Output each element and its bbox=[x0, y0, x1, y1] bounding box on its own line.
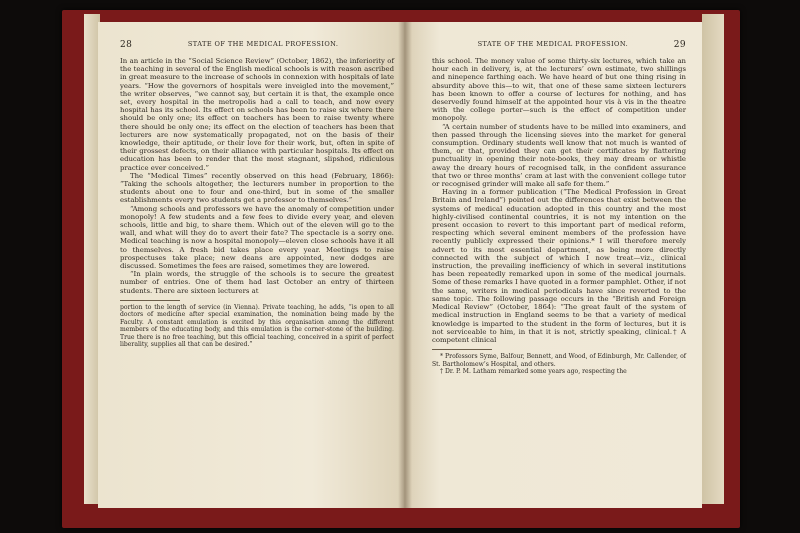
right-page-number: 29 bbox=[673, 40, 686, 50]
right-page-body bbox=[432, 57, 686, 344]
footnote-rule bbox=[432, 349, 492, 350]
footnote: * Professors Syme, Balfour, Bennett, and Wood, of Edinburgh, Mr. Callender, of St. Bartholomew’s Hospital, and others. bbox=[432, 353, 686, 368]
book-gutter bbox=[398, 22, 412, 508]
left-page-number: 28 bbox=[120, 40, 133, 50]
paragraph: In an article in the “Social Science Review” (October, 1862), the inferiority of the teaching in several of the English medical schools is with reason ascribed in great measure to the increase of schools in connexion with hospitals of late years. “How the governors of hospitals were inveigled into the movement,” the writer observes, “we cannot say, but certain it is that, the example once set, every hospital in the metropolis had a call to teach, and now every hospital has its school. Its effect on schools has been to raise six where there should be only one; its effect on teachers has been to raise twenty where there should be only one; its effect on the election of teachers has been that lecturers are now systematically propagated, not on the basis of their knowledge, their aptitude, or their love for their work, but, often in spite of their grossest defects, on their alliance with particular hospitals. Its effect on education has been to render that the most stagnant, slipshod, ridiculous practice ever conceived.” bbox=[120, 57, 394, 172]
footnote: portion to the length of service (in Vienna). Private teaching, he adds, “is open to all doctors of medicine after special examination, the nomination being made by the Faculty. A constant emulation is excited by this organisation among the different members of the educating body, and this emulation is the corner-stone of the building. True there is no free teaching, but this official teaching, conceived in a spirit of perfect liberality, supplies all that can be desired.” bbox=[120, 303, 394, 348]
left-page bbox=[98, 22, 404, 508]
left-page-body bbox=[120, 57, 394, 295]
left-running-head bbox=[120, 40, 394, 50]
paragraph: Having in a former publication (“The Medical Profession in Great Britain and Ireland”) pointed out the differences that exist between the systems of medical education adopted in this country and the most highly-civilised continental countries, it is not my intention on the present occasion to revert to this important part of medical reform, respecting which several eminent members of the profession have recently publicly expressed their opinions.* I will therefore merely advert to its most essential department, as being more directly connected with the subject of which I now treat—viz., clinical instruction, the prevailing inefficiency of which in several institutions has been repeatedly remarked upon in some of the medical journals. Some of these remarks I have quoted in a former pamphlet. Other, if not the same, writers in medical periodicals have since reverted to the same topic. The following passage occurs in the “British and Foreign Medical Review” (October, 1864): “The great fault of the system of medical instruction in England seems to be that a variety of medical knowledge is imparted to the student in the form of lectures, but it is not serviceable to him, in that it is not, strictly speaking, clinical.† A competent clinical bbox=[432, 188, 686, 344]
right-running-title: STATE OF THE MEDICAL PROFESSION. bbox=[477, 40, 629, 48]
paragraph: The “Medical Times” recently observed on this head (February, 1866): “Taking the schools altogether, the lecturers number in proportion to the students about one to four and one-third, but in some of the smaller establishments every two students get a professor to themselves.” bbox=[120, 171, 394, 205]
footnote: † Dr. P. M. Latham remarked some years ago, respecting the bbox=[440, 367, 627, 375]
page-edges-right bbox=[702, 14, 724, 504]
left-footnote bbox=[120, 304, 394, 348]
left-running-title: STATE OF THE MEDICAL PROFESSION. bbox=[187, 40, 339, 48]
footnote-rule bbox=[120, 300, 180, 301]
right-footnotes bbox=[432, 353, 686, 375]
paragraph: this school. The money value of some thirty-six lectures, which take an hour each in delivery, is, at the lecturers’ own estimate, two shillings and ninepence farthing each. We have heard of but one thing rising in absurdity above this—to wit, that one of these same sixteen lecturers has been known to offer a course of lectures for nothing, and has deservedly found himself at the appointed hour vis à vis in the theatre with the college porter—such is the effect of competition under monopoly. bbox=[432, 57, 686, 123]
right-running-head bbox=[432, 40, 686, 50]
right-page bbox=[404, 22, 702, 508]
paragraph: “In plain words, the struggle of the schools is to secure the greatest number of entries. One of them had last October an entry of thirteen students. There are sixteen lecturers at bbox=[120, 270, 394, 295]
paragraph: “Among schools and professors we have the anomaly of competition under monopoly! A few students and a few fees to divide every year, and eleven schools, little and big, to share them. Which out of the eleven will go to the wall, and what will they do to avert their fate? The spectacle is a sorry one. Medical teaching is now a hospital monopoly—eleven close schools have it all to themselves. A fresh bid takes place every year. Meetings to raise prospectuses take place; new deans are appointed, new dodges are discussed. Sometimes the fees are raised, sometimes they are lowered. bbox=[120, 204, 394, 271]
paragraph: “A certain number of students have to be milled into examiners, and then passed through the licensing sieves into the market for general consumption. Ordinary students well know that not much is wanted of them, or that, provided they can get their certificates by flattering punctuality in opening their note-books, they may dream or whistle away the dreary hours of recognised talk, in the confident assurance that two or three months’ cram at last with the convenient college tutor or recognised grinder will make all safe for them.” bbox=[432, 122, 686, 189]
